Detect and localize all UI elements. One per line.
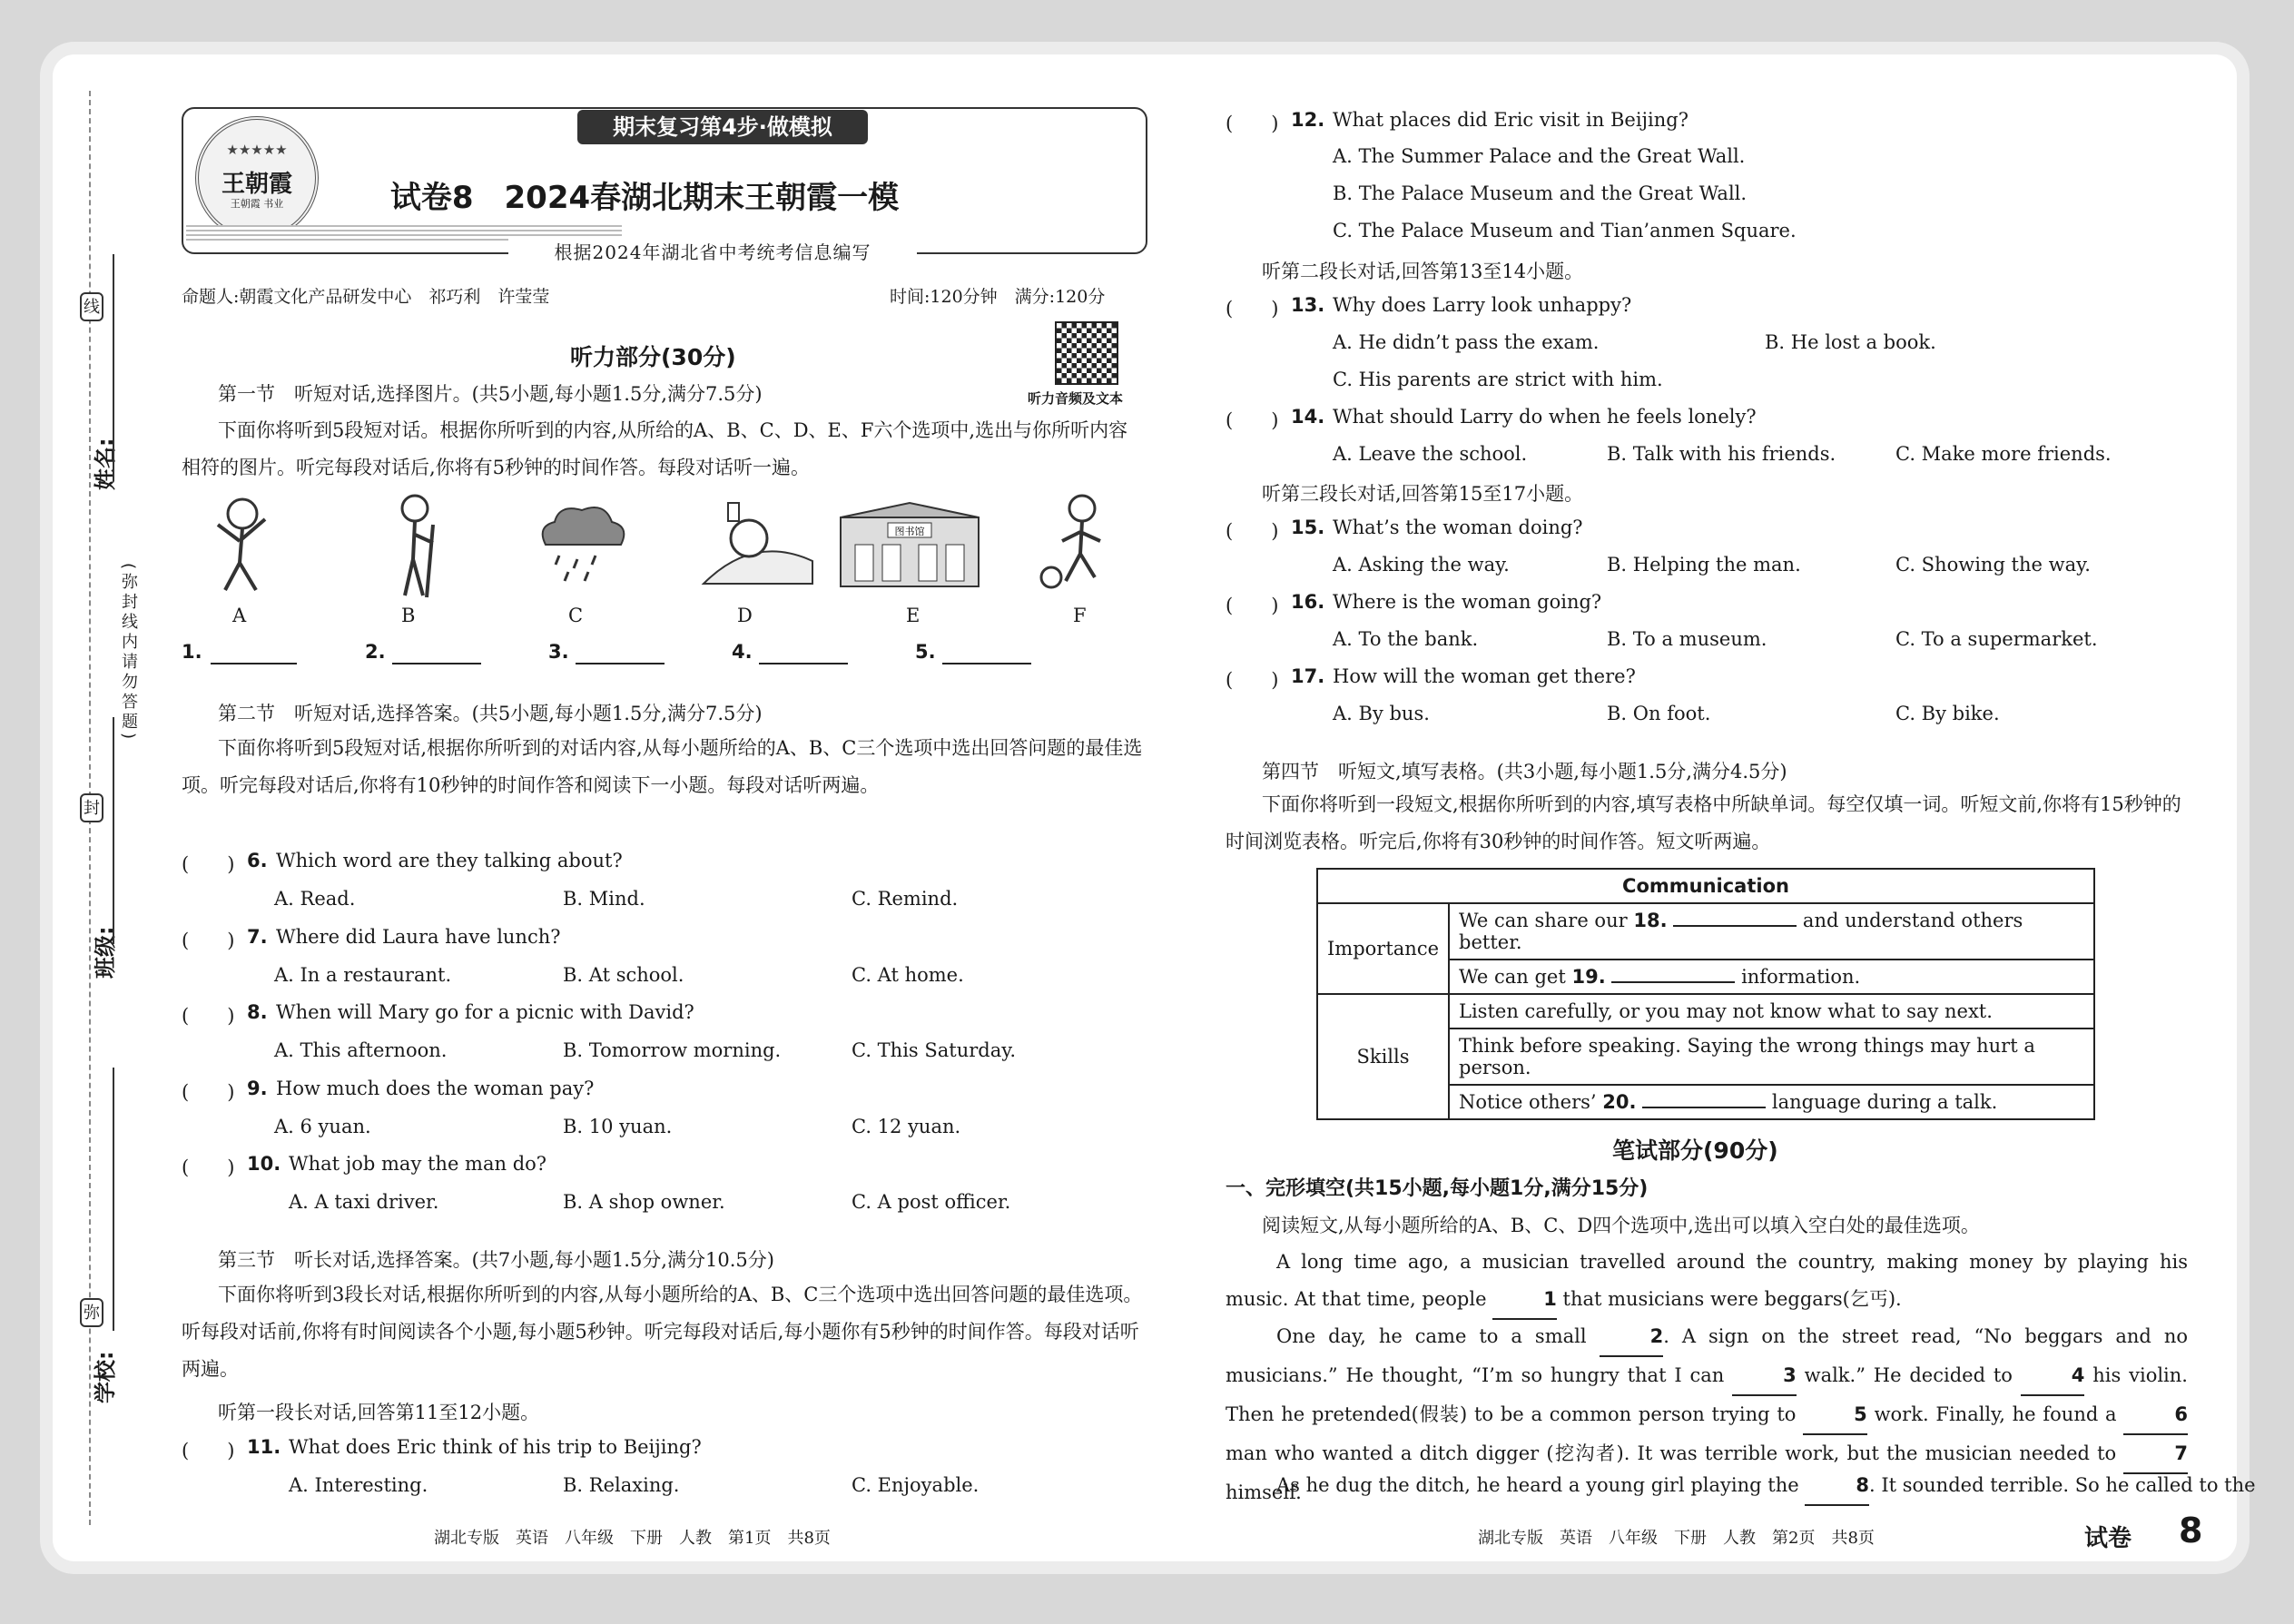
binding-mark-seal: 封 [80,793,103,822]
answer-field-18[interactable] [1673,925,1797,927]
question-number: 15. [1291,517,1325,538]
logo-sub: 王朝霞 书业 [230,198,284,210]
option-c[interactable]: C. By bike. [1895,703,2000,724]
section3-title: 第三节 听长对话,选择答案。(共7小题,每小题1.5分,满分10.5分) [218,1249,774,1271]
option-c[interactable]: C. Enjoyable. [852,1474,980,1496]
option-a[interactable]: A. By bus. [1333,703,1430,724]
picture-f-football-boy-icon [1035,490,1117,590]
option-b[interactable]: B. Tomorrow morning. [563,1039,782,1061]
question-text: What should Larry do when he feels lonely? [1333,406,1757,428]
footer-left: 湖北专版 英语 八年级 下册 人教 第1页 共8页 [434,1529,831,1548]
table-title: Communication [1317,869,2094,903]
dialogue2-intro: 听第二段长对话,回答第13至14小题。 [1262,261,1584,282]
section4-instructions: 下面你将听到一段短文,根据你所听到的内容,填写表格中所缺单词。每空仅填一词。听短文前,你将有15秒钟的时间浏览表格。听完后,你将有30秒钟的时间作答。短文听两遍。 [1226,793,2181,852]
question-text: What places did Eric visit in Beijing? [1333,109,1689,131]
question-number: 14. [1291,406,1325,428]
blank-5-number: 5. [915,641,936,663]
option-c[interactable]: C. His parents are strict with him. [1333,369,1663,390]
communication-table [1316,868,2095,1120]
section3-instructions: 下面你将听到3段长对话,根据你所听到的内容,从每小题所给的A、B、C三个选项中选出回答问题的最佳选项。听每段对话前,你将有时间阅读各个小题,每小题5秒钟。听完每段对话后,每小题你有5秒钟的时间作答。每段对话听两遍。 [182,1284,1143,1380]
answer-bracket[interactable]: ( ) [1226,113,1279,134]
option-c[interactable]: C. Remind. [852,888,959,910]
cloze-blank-1[interactable]: 1 [1492,1281,1557,1320]
option-c[interactable]: C. At home. [852,964,964,986]
class-label: 班级: [93,926,118,979]
answer-field-20[interactable] [1642,1107,1766,1108]
library-sign: 图书馆 [894,526,925,537]
listening-heading: 听力部分(30分) [570,344,736,370]
question-number: 8. [247,1001,268,1023]
question-text: Where did Laura have lunch? [276,926,561,948]
row-head-skills: Skills [1317,994,1449,1119]
answer-bracket[interactable]: ( ) [1226,595,1279,616]
answer-field-4[interactable] [759,663,848,664]
picture-e-library-icon [837,499,982,590]
question-text: Where is the woman going? [1333,591,1602,613]
answer-field-2[interactable] [392,663,481,664]
option-b[interactable]: B. The Palace Museum and the Great Wall. [1333,182,1748,204]
cloze-blank-8[interactable]: 8 [1805,1467,1869,1506]
blank-4-number: 4. [732,641,753,663]
option-b[interactable]: B. Helping the man. [1607,554,1801,576]
time-score: 时间:120分钟 满分:120分 [890,287,1106,307]
question-text: When will Mary go for a picnic with David? [276,1001,694,1023]
answer-bracket[interactable]: ( ) [182,1156,235,1178]
question-text: What job may the man do? [289,1153,547,1175]
option-b[interactable]: B. At school. [563,964,684,986]
answer-field-3[interactable] [576,663,665,664]
cell-text: language during a talk. [1771,1091,1998,1113]
answer-bracket[interactable]: ( ) [1226,520,1279,542]
class-line [113,717,114,944]
question-text: Which word are they talking about? [276,850,623,871]
option-a[interactable]: A. In a restaurant. [274,964,452,986]
blank-number: 20. [1602,1091,1637,1113]
option-b[interactable]: B. A shop owner. [563,1191,725,1213]
option-c[interactable]: C. A post officer. [852,1191,1011,1213]
school-line [113,1068,114,1331]
answer-bracket[interactable]: ( ) [182,1440,235,1462]
answer-bracket[interactable]: ( ) [1226,669,1279,691]
cell-text: information. [1741,966,1861,988]
picture-label-c: C [568,605,584,626]
blank-number: 19. [1571,966,1606,988]
option-b[interactable]: B. Relaxing. [563,1474,680,1496]
question-text: Why does Larry look unhappy? [1333,294,1632,316]
option-b[interactable]: B. He lost a book. [1765,331,1936,353]
qr-caption: 听力音频及文本 [1028,390,1124,407]
step-banner: 期末复习第4步·做模拟 [577,110,868,144]
question-number: 10. [247,1153,281,1175]
logo-stars-icon: ★★★★★ [226,142,288,158]
option-b[interactable]: B. Mind. [563,888,645,910]
option-b[interactable]: B. Talk with his friends. [1607,443,1836,465]
picture-b-sweeping-girl-icon [383,488,447,602]
cell-text: Notice others’ [1459,1091,1597,1113]
option-a[interactable]: A. A taxi driver. [289,1191,439,1213]
blank-3-number: 3. [548,641,569,663]
question-text: What’s the woman doing? [1333,517,1583,538]
option-a[interactable]: A. To the bank. [1333,628,1479,650]
option-b[interactable]: B. 10 yuan. [563,1116,673,1137]
question-text: What does Eric think of his trip to Beijing? [289,1436,702,1458]
picture-label-e: E [906,605,921,626]
question-number: 16. [1291,591,1325,613]
option-c[interactable]: C. To a supermarket. [1895,628,2098,650]
writing-heading: 笔试部分(90分) [1612,1137,1778,1164]
binding-mark-line: 线 [80,292,103,321]
binding-mark-seal2: 弥 [80,1298,103,1327]
table-row-19 [1449,960,2094,994]
picture-label-d: D [737,605,753,626]
option-a[interactable]: A. This afternoon. [274,1039,448,1061]
picture-a-stretching-girl-icon [202,488,283,597]
table-row-listen: Listen carefully, or you may not know what to say next. [1449,994,2094,1029]
subtitle: 根据2024年湖北省中考统考信息编写 [508,238,917,264]
question-text: How much does the woman pay? [276,1078,595,1099]
option-a[interactable]: A. He didn’t pass the exam. [1333,331,1600,353]
cloze-paragraph-2: One day, he came to a small 2. A sign on the street read, “No beggars and no musicians.” He thought, “I’m so hungry that I can 3 walk.” He decided to 4 his violin. Then he pretended(假装) to be a common person trying to 5 work. Finally, he found a 6 man who wanted a ditch digger (挖沟者). It was terrible work, but the musician needed to 7 himself. [1226,1318,2188,1511]
picture-label-a: A [232,605,247,626]
section4-title: 第四节 听短文,填写表格。(共3小题,每小题1.5分,满分4.5分) [1262,761,1787,782]
picture-d-sick-boy-icon [699,497,817,588]
cloze-instructions: 阅读短文,从每小题所给的A、B、C、D四个选项中,选出可以填入空白处的最佳选项。 [1262,1215,1980,1236]
table-row-18 [1449,903,2094,960]
dialogue1-intro: 听第一段长对话,回答第11至12小题。 [218,1402,540,1423]
option-a[interactable]: A. 6 yuan. [274,1116,371,1137]
cloze-blank-3[interactable]: 3 [1732,1357,1797,1396]
logo-text: 王朝霞 [221,171,292,198]
answer-bracket[interactable]: ( ) [182,930,235,951]
cloze-paragraph-1: A long time ago, a musician travelled around the country, making money by playing his music. At that time, people 1 that musicians were beggars(乞丐). [1226,1244,2188,1320]
option-a[interactable]: A. Interesting. [289,1474,428,1496]
cell-text: and understand others better. [1459,910,2023,953]
option-a[interactable]: A. Asking the way. [1333,554,1510,576]
option-a[interactable]: A. Read. [274,888,356,910]
option-c[interactable]: C. The Palace Museum and Tian’anmen Square. [1333,220,1797,241]
option-b[interactable]: B. On foot. [1607,703,1711,724]
cloze-blank-6[interactable]: 6 [2123,1396,2188,1435]
picture-c-rain-cloud-icon [532,499,632,586]
seal-notice: (弥封线内请勿答题) [116,563,140,743]
page-title: 试卷8 2024春湖北期末王朝霞一模 [389,180,900,216]
paper-number: 8 [2179,1511,2203,1550]
picture-label-f: F [1073,605,1087,626]
option-c[interactable]: C. This Saturday. [852,1039,1016,1061]
cell-text: We can get [1459,966,1566,988]
row-head-importance: Importance [1317,903,1449,994]
name-line [113,254,114,481]
blank-1-number: 1. [182,641,202,663]
section2-instructions: 下面你将听到5段短对话,根据你所听到的对话内容,从每小题所给的A、B、C三个选项中选出回答问题的最佳选项。听完每段对话后,你将有10秒钟的时间作答和阅读下一小题。每段对话听两遍。 [182,737,1143,796]
answer-bracket[interactable]: ( ) [182,1005,235,1027]
answer-field-5[interactable] [942,663,1031,664]
answer-bracket[interactable]: ( ) [182,1081,235,1103]
picture-label-b: B [401,605,416,626]
answer-bracket[interactable]: ( ) [182,853,235,875]
section2-title: 第二节 听短对话,选择答案。(共5小题,每小题1.5分,满分7.5分) [218,703,763,724]
question-number: 17. [1291,665,1325,687]
cloze-paragraph-3: As he dug the ditch, he heard a young girl playing the 8. It sounded terrible. So he called to the [1226,1467,2188,1506]
qr-code-icon[interactable] [1055,321,1118,385]
section1-title: 第一节 听短对话,选择图片。(共5小题,每小题1.5分,满分7.5分) [218,383,763,405]
option-a[interactable]: A. Leave the school. [1333,443,1528,465]
blank-number: 18. [1633,910,1668,931]
cloze-title: 一、完形填空(共15小题,每小题1分,满分15分) [1226,1177,1649,1200]
cloze-blank-4[interactable]: 4 [2021,1357,2085,1396]
cloze-blank-2[interactable]: 2 [1600,1318,1664,1357]
question-number: 6. [247,850,268,871]
school-label: 学校: [93,1351,118,1403]
answer-field-19[interactable] [1611,981,1735,983]
option-a[interactable]: A. The Summer Palace and the Great Wall. [1333,145,1746,167]
table-row-think: Think before speaking. Saying the wrong things may hurt a person. [1449,1029,2094,1085]
question-number: 11. [247,1436,281,1458]
section1-instructions: 下面你将听到5段短对话。根据你所听到的内容,从所给的A、B、C、D、E、F六个选项中,选出与你所听内容相符的图片。听完每段对话后,你将有5秒钟的时间作答。每段对话听一遍。 [182,419,1128,478]
answer-bracket[interactable]: ( ) [1226,298,1279,320]
option-b[interactable]: B. To a museum. [1607,628,1767,650]
answer-bracket[interactable]: ( ) [1226,409,1279,431]
blank-2-number: 2. [365,641,386,663]
table-row-20 [1449,1085,2094,1119]
dialogue3-intro: 听第三段长对话,回答第15至17小题。 [1262,483,1584,505]
authors: 命题人:朝霞文化产品研发中心 祁巧利 许莹莹 [182,287,550,307]
name-label: 姓名: [93,438,118,490]
footer-right: 湖北专版 英语 八年级 下册 人教 第2页 共8页 [1478,1529,1875,1548]
question-number: 7. [247,926,268,948]
question-text: How will the woman get there? [1333,665,1636,687]
cloze-blank-5[interactable]: 5 [1803,1396,1867,1435]
question-number: 13. [1291,294,1325,316]
paper-label: 试卷 [2084,1525,2132,1552]
option-c[interactable]: C. Make more friends. [1895,443,2112,465]
question-number: 12. [1291,109,1325,131]
option-c[interactable]: C. Showing the way. [1895,554,2091,576]
option-c[interactable]: C. 12 yuan. [852,1116,961,1137]
cloze-blank-7[interactable]: 7 [2123,1435,2188,1474]
answer-field-1[interactable] [211,663,297,664]
question-number: 9. [247,1078,268,1099]
cell-text: We can share our [1459,910,1628,931]
